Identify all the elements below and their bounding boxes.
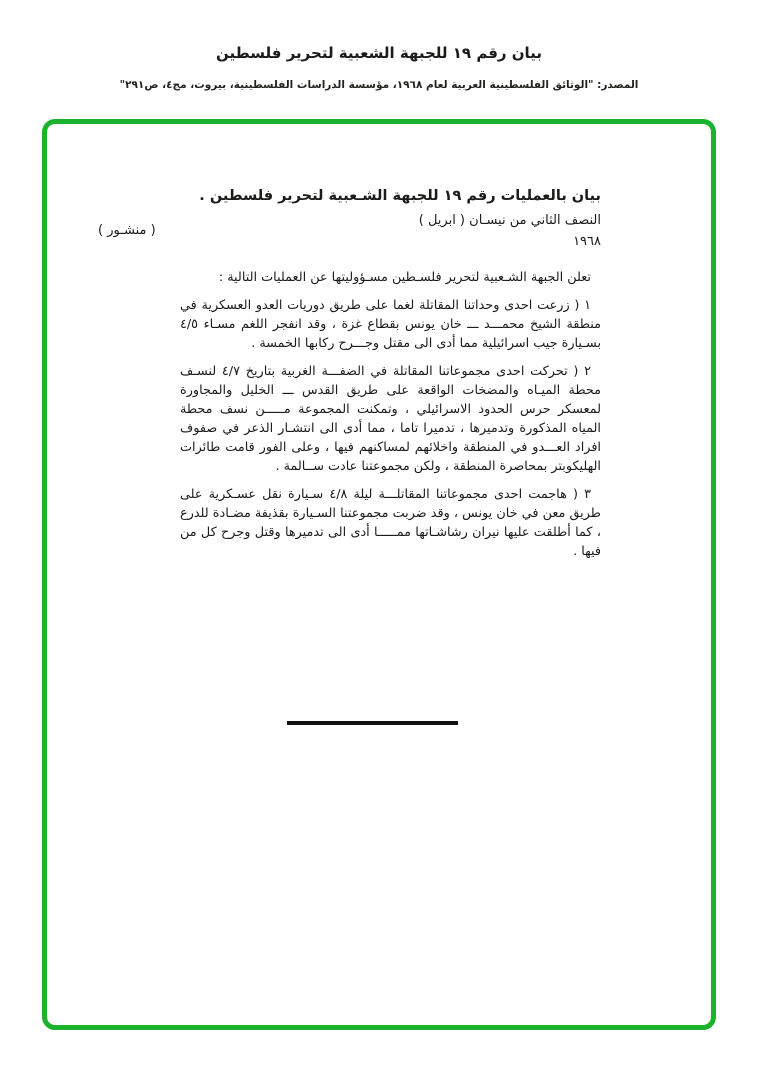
page-title: بيان رقم ١٩ للجبهة الشعبية لتحرير فلسطين bbox=[216, 44, 542, 62]
intro-paragraph: تعلن الجبهة الشـعبية لتحرير فلسـطين مسـؤوليتها عن العمليات التالية : bbox=[218, 270, 591, 285]
source-citation: المصدر: "الوثائق الفلسطينية العربية لعام ١٩٦٨، مؤسسة الدراسات الفلسطينية، بيروت، مج٤، ص٢٩١" bbox=[119, 79, 639, 91]
document-year: ١٩٦٨ bbox=[573, 234, 601, 249]
operation-paragraph-1: ١ ( زرعت احدى وحداتنا المقاتلة لغما على طريق دوريات العدو العسكرية في منطقة الشيخ محمـــد ـــ خان يونس بقطاع غزة ، وقد انفجر اللغم مسـاء ٤/٥ بسـيارة جيب اسرائيلية مما أدى الى مقتل وجـــرح ركابها الخمسة . bbox=[180, 298, 601, 351]
document-title: بيان بالعمليات رقم ١٩ للجبهة الشـعبية لتحرير فلسطين . bbox=[199, 188, 601, 204]
end-of-statement-rule bbox=[287, 721, 458, 725]
operation-paragraph-3: ٣ ( هاجمت احدى مجموعاتنا المقاتلـــة ليلة ٤/٨ سـيارة نقل عسـكرية على طريق معن في خان يونس ، وقد ضربت مجموعتنا السـيارة بقذيفة مضـادة للدرع ، كما أطلقت عليها نيران رشاشـاتها ممـــــا أدى الى تدميرها وقتل وجرح كل من فيها . bbox=[180, 487, 601, 559]
document-body bbox=[180, 186, 601, 561]
operation-paragraph-2: ٢ ( تحركت احدى مجموعاتنا المقاتلة في الضفـــة الغربية بتاريخ ٤/٧ لنسـف محطة الميـاه والمضخات الواقعة على طريق القدس ـــ الخليل والمجاورة لمعسكر حرس الحدود الاسرائيلي ، وتمكنت المجموعة مـــــن نسف محطة المياه المذكورة وتدميرها ، تدميرا تاما ، مما أدى الى انتشـار الذعر في صفوف افراد العـــدو في المنطقة واخلائهم لمساكنهم فيها ، وعلى الفور قامت طائرات الهليكوبتر بمحاصرة المنطقة ، ولكن مجموعتنا عادت ســالمة . bbox=[180, 364, 601, 474]
published-note: ( منشـور ) bbox=[98, 223, 156, 238]
document-date-line: النصف الثاني من نيسـان ( ابريل ) bbox=[418, 213, 601, 228]
